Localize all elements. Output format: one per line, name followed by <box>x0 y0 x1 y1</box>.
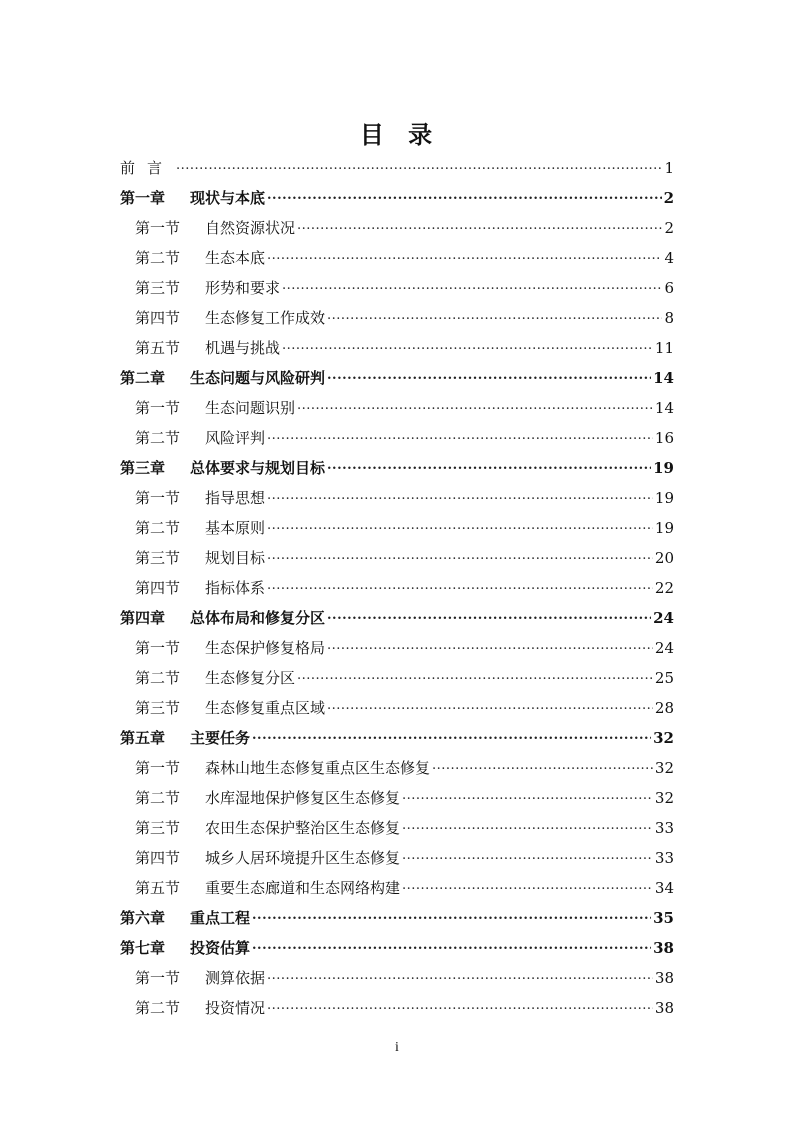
toc-entry-page: 19 <box>654 489 674 507</box>
toc-entry-title: 规划目标 <box>205 549 266 567</box>
toc-entry-title: 指导思想 <box>205 489 266 507</box>
toc-entry-number: 第一节 <box>135 969 181 987</box>
toc-entry-title: 总体布局和修复分区 <box>190 609 326 627</box>
toc-dot-leader <box>267 569 653 601</box>
toc-entry-page: 6 <box>664 279 674 297</box>
toc-dot-leader <box>267 539 653 571</box>
toc-entry-page: 22 <box>654 579 674 597</box>
table-of-contents <box>120 153 674 1023</box>
toc-entry-page: 2 <box>664 219 674 237</box>
toc-entry-number: 第二节 <box>135 999 181 1017</box>
toc-entry-page: 14 <box>654 399 674 417</box>
toc-entry-number: 第四章 <box>120 609 166 627</box>
toc-entry-number: 第七章 <box>120 939 166 957</box>
toc-dot-leader <box>432 749 653 781</box>
toc-dot-leader <box>282 329 653 361</box>
toc-entry-page: 38 <box>653 939 674 957</box>
toc-entry-number: 第三节 <box>135 819 181 837</box>
toc-entry-page: 19 <box>653 459 674 477</box>
toc-entry-title: 指标体系 <box>205 579 266 597</box>
toc-entry-title: 投资情况 <box>205 999 266 1017</box>
toc-dot-leader <box>267 959 653 991</box>
toc-dot-leader <box>267 509 653 541</box>
toc-entry-number: 第四节 <box>135 309 181 327</box>
toc-section-entry[interactable] <box>120 993 674 1023</box>
toc-entry-number: 第二节 <box>135 249 181 267</box>
toc-entry-page: 4 <box>664 249 674 267</box>
toc-entry-number: 第二章 <box>120 369 166 387</box>
toc-dot-leader <box>327 449 651 481</box>
toc-dot-leader <box>282 269 662 301</box>
toc-entry-title: 生态本底 <box>205 249 266 267</box>
toc-entry-number: 第五节 <box>135 879 181 897</box>
toc-entry-title: 自然资源状况 <box>205 219 296 237</box>
toc-entry-number: 第三节 <box>135 279 181 297</box>
page-title: 目 录 <box>359 120 435 149</box>
toc-entry-number: 第五章 <box>120 729 166 747</box>
toc-dot-leader <box>297 659 653 691</box>
toc-dot-leader <box>267 989 653 1021</box>
toc-entry-title: 风险评判 <box>205 429 266 447</box>
toc-entry-title: 水库湿地保护修复区生态修复 <box>205 789 401 807</box>
toc-entry-page: 24 <box>653 609 674 627</box>
toc-entry-page: 24 <box>654 639 674 657</box>
toc-entry-page: 35 <box>653 909 674 927</box>
toc-entry-number: 第一节 <box>135 399 181 417</box>
toc-entry-page: 8 <box>664 309 674 327</box>
toc-entry-page: 32 <box>654 759 674 777</box>
toc-entry-title: 机遇与挑战 <box>205 339 281 357</box>
toc-entry-title: 生态保护修复格局 <box>205 639 326 657</box>
toc-entry-title: 农田生态保护整治区生态修复 <box>205 819 401 837</box>
toc-entry-page: 2 <box>663 189 674 207</box>
toc-dot-leader <box>297 209 662 241</box>
toc-dot-leader <box>327 359 651 391</box>
toc-entry-page: 32 <box>654 789 674 807</box>
toc-dot-leader <box>267 419 653 451</box>
toc-entry-page: 11 <box>654 339 674 357</box>
toc-dot-leader <box>402 779 653 811</box>
toc-entry-page: 33 <box>654 849 674 867</box>
toc-entry-title: 总体要求与规划目标 <box>190 459 326 477</box>
toc-entry-page: 1 <box>664 159 674 177</box>
toc-entry-number: 第四节 <box>135 579 181 597</box>
toc-dot-leader <box>402 839 653 871</box>
toc-entry-number: 第三节 <box>135 549 181 567</box>
toc-dot-leader <box>267 479 653 511</box>
toc-entry-title: 投资估算 <box>190 939 251 957</box>
toc-dot-leader <box>267 239 662 271</box>
toc-entry-title: 现状与本底 <box>190 189 266 207</box>
toc-entry-page: 38 <box>654 999 674 1017</box>
toc-entry-page: 33 <box>654 819 674 837</box>
toc-entry-number: 第一节 <box>135 489 181 507</box>
toc-dot-leader <box>267 179 662 211</box>
toc-entry-page: 25 <box>654 669 674 687</box>
toc-entry-page: 38 <box>654 969 674 987</box>
toc-entry-number: 第二节 <box>135 519 181 537</box>
toc-entry-title: 森林山地生态修复重点区生态修复 <box>205 759 431 777</box>
toc-entry-page: 28 <box>654 699 674 717</box>
toc-dot-leader <box>327 629 653 661</box>
toc-dot-leader <box>327 299 662 331</box>
toc-entry-page: 16 <box>654 429 674 447</box>
toc-dot-leader <box>252 899 651 931</box>
toc-entry-page: 32 <box>653 729 674 747</box>
toc-entry-title: 基本原则 <box>205 519 266 537</box>
toc-dot-leader <box>176 149 662 181</box>
toc-entry-number: 第四节 <box>135 849 181 867</box>
toc-dot-leader <box>252 929 651 961</box>
toc-dot-leader <box>402 809 653 841</box>
toc-entry-number: 第二节 <box>135 429 181 447</box>
toc-entry-page: 20 <box>654 549 674 567</box>
toc-entry-title: 形势和要求 <box>205 279 281 297</box>
toc-dot-leader <box>327 689 653 721</box>
toc-entry-title: 主要任务 <box>190 729 251 747</box>
toc-entry-title: 城乡人居环境提升区生态修复 <box>205 849 401 867</box>
toc-entry-number: 第一节 <box>135 759 181 777</box>
toc-entry-title: 测算依据 <box>205 969 266 987</box>
toc-entry-number: 第一节 <box>135 219 181 237</box>
toc-entry-number: 第一章 <box>120 189 166 207</box>
toc-entry-number: 第一节 <box>135 639 181 657</box>
toc-entry-number: 第二节 <box>135 669 181 687</box>
toc-entry-number: 第三章 <box>120 459 166 477</box>
toc-entry-title: 生态修复分区 <box>205 669 296 687</box>
toc-entry-number: 前言 <box>120 159 175 177</box>
toc-entry-page: 34 <box>654 879 674 897</box>
toc-entry-number: 第二节 <box>135 789 181 807</box>
toc-entry-number: 第六章 <box>120 909 166 927</box>
toc-entry-page: 19 <box>654 519 674 537</box>
toc-entry-title: 生态问题识别 <box>205 399 296 417</box>
toc-entry-number: 第五节 <box>135 339 181 357</box>
toc-entry-title: 生态问题与风险研判 <box>190 369 326 387</box>
toc-entry-page: 14 <box>653 369 674 387</box>
toc-entry-title: 重要生态廊道和生态网络构建 <box>205 879 401 897</box>
toc-dot-leader <box>327 599 651 631</box>
toc-entry-title: 重点工程 <box>190 909 251 927</box>
toc-entry-number: 第三节 <box>135 699 181 717</box>
page-number: i <box>395 1040 399 1055</box>
toc-entry-title: 生态修复工作成效 <box>205 309 326 327</box>
toc-dot-leader <box>252 719 651 751</box>
toc-entry-title: 生态修复重点区域 <box>205 699 326 717</box>
toc-dot-leader <box>297 389 653 421</box>
toc-dot-leader <box>402 869 653 901</box>
